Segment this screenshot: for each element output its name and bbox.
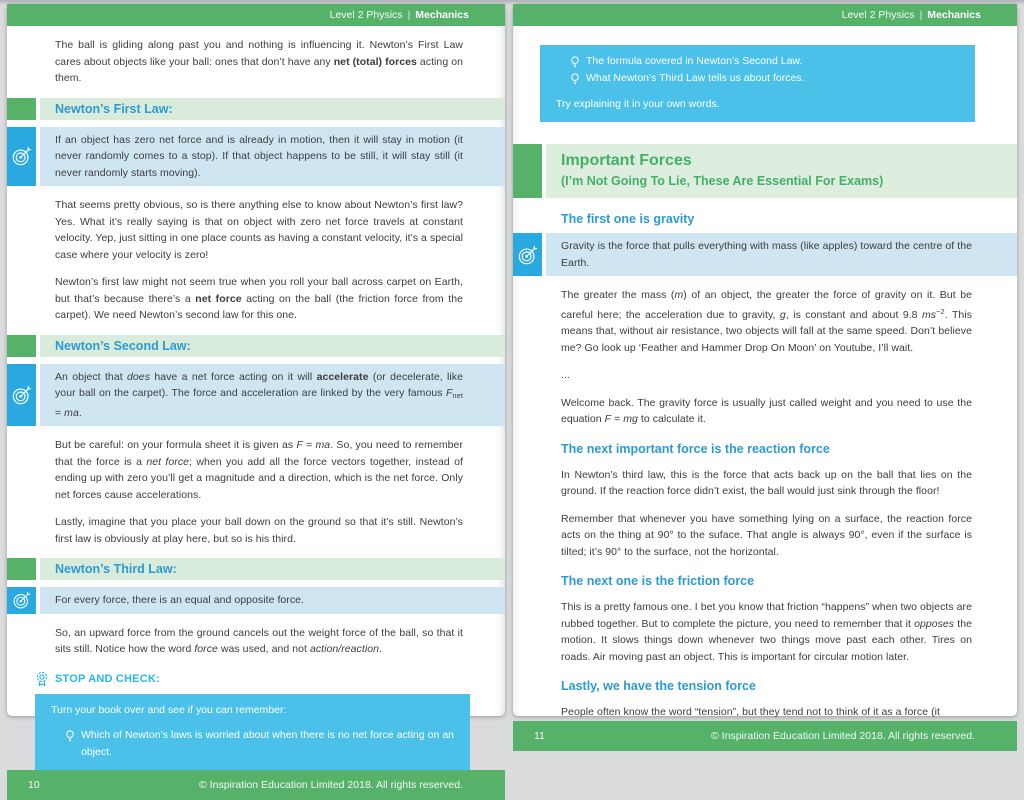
section-subtitle: (I’m Not Going To Lie, These Are Essential For Exams) bbox=[561, 174, 884, 188]
definition-callout-gravity bbox=[513, 233, 1017, 276]
target-icon bbox=[7, 127, 36, 187]
header-separator: | bbox=[407, 9, 411, 21]
lightbulb-icon bbox=[570, 56, 580, 70]
subheading-reaction-force: The next important force is the reaction force bbox=[561, 441, 830, 456]
paragraph: Remember that whenever you have something lying on a surface, the reaction force acts on the thing at 90° to the suface. That angle is always 90°, even if the surface is tilted; it’s 90° to the surface, not the horizontal. bbox=[561, 512, 972, 558]
page-header bbox=[513, 4, 1017, 26]
paragraph: Newton’s first law might not seem true when you roll your ball across carpet on Earth, but that’s because there’s a net force acting on the ball (the friction force from the carpet). We need Newton’s second law for this one. bbox=[55, 276, 463, 321]
heading-bar bbox=[40, 98, 505, 120]
section-title: Important Forces bbox=[561, 152, 692, 169]
paragraph: This is a pretty famous one. I bet you know that friction “happens” when two objects are rubbed together. But to complete the picture, you need to remember that it opposes the motion. It slows things down whenever two things move past each other. Tires on roads. Air moving past an object. This is important for circular motion later. bbox=[561, 601, 972, 663]
section-heading-newtons-second-law bbox=[7, 335, 505, 357]
heading-label: Newton’s Second Law: bbox=[55, 338, 191, 353]
definition-callout-second-law bbox=[7, 364, 505, 427]
subheading-friction-force: The next one is the friction force bbox=[561, 574, 755, 588]
header-topic: Mechanics bbox=[415, 9, 469, 21]
green-tab bbox=[7, 558, 36, 580]
callout-text: If an object has zero net force and is already in motion, then it will stay in motion (it never randomly comes to a stop). If that object happens to be still, it will stay still (it never randomly starts moving). bbox=[55, 133, 463, 179]
definition-callout-third-law bbox=[7, 587, 505, 614]
callout-body bbox=[40, 587, 505, 614]
recall-bullet-text: Which of Newton’s laws is worried about when there is no net force acting on an object. bbox=[81, 728, 454, 758]
copyright: © Inspiration Education Limited 2018. All rights reserved. bbox=[711, 729, 975, 742]
ellipsis-line: ... bbox=[561, 369, 570, 381]
page-left bbox=[7, 4, 505, 791]
page-number: 10 bbox=[28, 778, 40, 791]
page-right bbox=[513, 4, 1017, 742]
page-content bbox=[7, 26, 505, 770]
recall-box-continued bbox=[540, 45, 975, 122]
paragraph: Welcome back. The gravity force is usually just called weight and you need to use the equation F = mg to calculate it. bbox=[561, 396, 972, 425]
intro-paragraph: The ball is gliding along past you and nothing is influencing it. Newton’s First Law cares about objects like your ball: ones that don’t have any net (total) forces acting on them. bbox=[55, 39, 463, 84]
header-separator: | bbox=[919, 9, 923, 21]
page-footer bbox=[7, 770, 505, 800]
paragraph: That seems pretty obvious, so is there anything else to know about Newton’s first law? Yes. What it’s really saying is that on object with zero net force travels at constant velocity. Yep, just sitting in one place counts as having a constant velocity, it’s a special case where your velocity is zero! bbox=[55, 199, 463, 261]
callout-body bbox=[40, 364, 505, 427]
section-heading-newtons-third-law bbox=[7, 558, 505, 580]
recall-bullet-text: What Newton’s Third Law tells us about forces. bbox=[586, 72, 805, 84]
paragraph: The greater the mass (m) of an object, the greater the force of gravity on it. But be careful here; the acceleration due to gravity, g, is constant and about 9.8 $ms^{-2}$. This means that, without air resistance, two objects will fall at the same speed. Don’t believe me? Go look up ‘Feather and Hammer Drop On Moon’ on Youtube, I’ll wait. bbox=[561, 289, 972, 354]
paragraph: Lastly, imagine that you place your ball down on the ground so that it’s still. Newton’s first law is obviously at play here, but so is his third. bbox=[55, 516, 463, 545]
section-heading-important-forces bbox=[513, 144, 1017, 198]
paragraph: In Newton’s third law, this is the force that acts back up on the ball that lies on the ground. If the reaction force didn’t exist, the ball would just sink through the floor! bbox=[561, 468, 972, 497]
recall-box bbox=[35, 694, 470, 770]
callout-body bbox=[40, 127, 505, 187]
green-tab bbox=[7, 335, 36, 357]
callout-text: For every force, there is an equal and opposite force. bbox=[55, 594, 305, 606]
header-course: Level 2 Physics bbox=[841, 9, 915, 21]
header-course: Level 2 Physics bbox=[329, 9, 403, 21]
recall-bullet bbox=[556, 53, 959, 70]
page-footer bbox=[513, 721, 1017, 751]
recall-bullet-text: The formula covered in Newton’s Second Law. bbox=[586, 55, 803, 67]
heading-label: Newton’s First Law: bbox=[55, 101, 173, 116]
header-topic: Mechanics bbox=[927, 9, 981, 21]
subheading-gravity: The first one is gravity bbox=[561, 212, 695, 226]
page-number: 11 bbox=[534, 729, 545, 742]
recall-box-intro: Turn your book over and see if you can remember: bbox=[51, 703, 287, 716]
stop-and-check-header bbox=[35, 671, 505, 687]
definition-callout-first-law bbox=[7, 127, 505, 187]
paragraph: But be careful: on your formula sheet it is given as F = ma. So, you need to remember that the force is a net force; when you add all the force vectors together, instead of ending up with zero you’ll get a magnitude and a direction, which is the net force. Only net forces cause accelerations. bbox=[55, 439, 463, 501]
target-icon bbox=[513, 233, 542, 276]
copyright: © Inspiration Education Limited 2018. All rights reserved. bbox=[199, 778, 463, 791]
recall-bullet bbox=[51, 727, 454, 761]
green-tab bbox=[7, 98, 36, 120]
recall-bullet bbox=[556, 70, 959, 87]
paragraph: People often know the word “tension”, but they tend not to think of it as a force (it bbox=[561, 706, 940, 718]
recall-box-outro: Try explaining it in your own words. bbox=[556, 98, 720, 110]
target-icon bbox=[7, 364, 36, 427]
callout-text: An object that does have a net force acting on it will accelerate (or decelerate, like your ball on the carpet). The force and acceleration are linked by the very famous Fnet = ma. bbox=[55, 370, 463, 419]
heading-bar bbox=[546, 144, 1017, 198]
stop-and-check-label: STOP AND CHECK: bbox=[55, 672, 160, 685]
lightbulb-icon bbox=[65, 730, 75, 761]
section-heading-newtons-first-law bbox=[7, 98, 505, 120]
target-icon bbox=[7, 587, 36, 614]
heading-label: Newton’s Third Law: bbox=[55, 562, 177, 576]
heading-bar bbox=[40, 558, 505, 580]
lightbulb-icon bbox=[570, 73, 580, 87]
heading-bar bbox=[40, 335, 505, 357]
paragraph: So, an upward force from the ground cancels out the weight force of the ball, so that it sits still. Notice how the word force was used, and not action/reaction. bbox=[55, 626, 463, 655]
green-tab bbox=[513, 144, 542, 198]
page-content bbox=[513, 26, 1017, 721]
rosette-badge-icon bbox=[35, 671, 49, 687]
page-header bbox=[7, 4, 505, 26]
callout-body bbox=[546, 233, 1017, 276]
callout-text: Gravity is the force that pulls everything with mass (like apples) toward the centre of the Earth. bbox=[561, 240, 972, 269]
subheading-tension-force: Lastly, we have the tension force bbox=[561, 679, 756, 693]
